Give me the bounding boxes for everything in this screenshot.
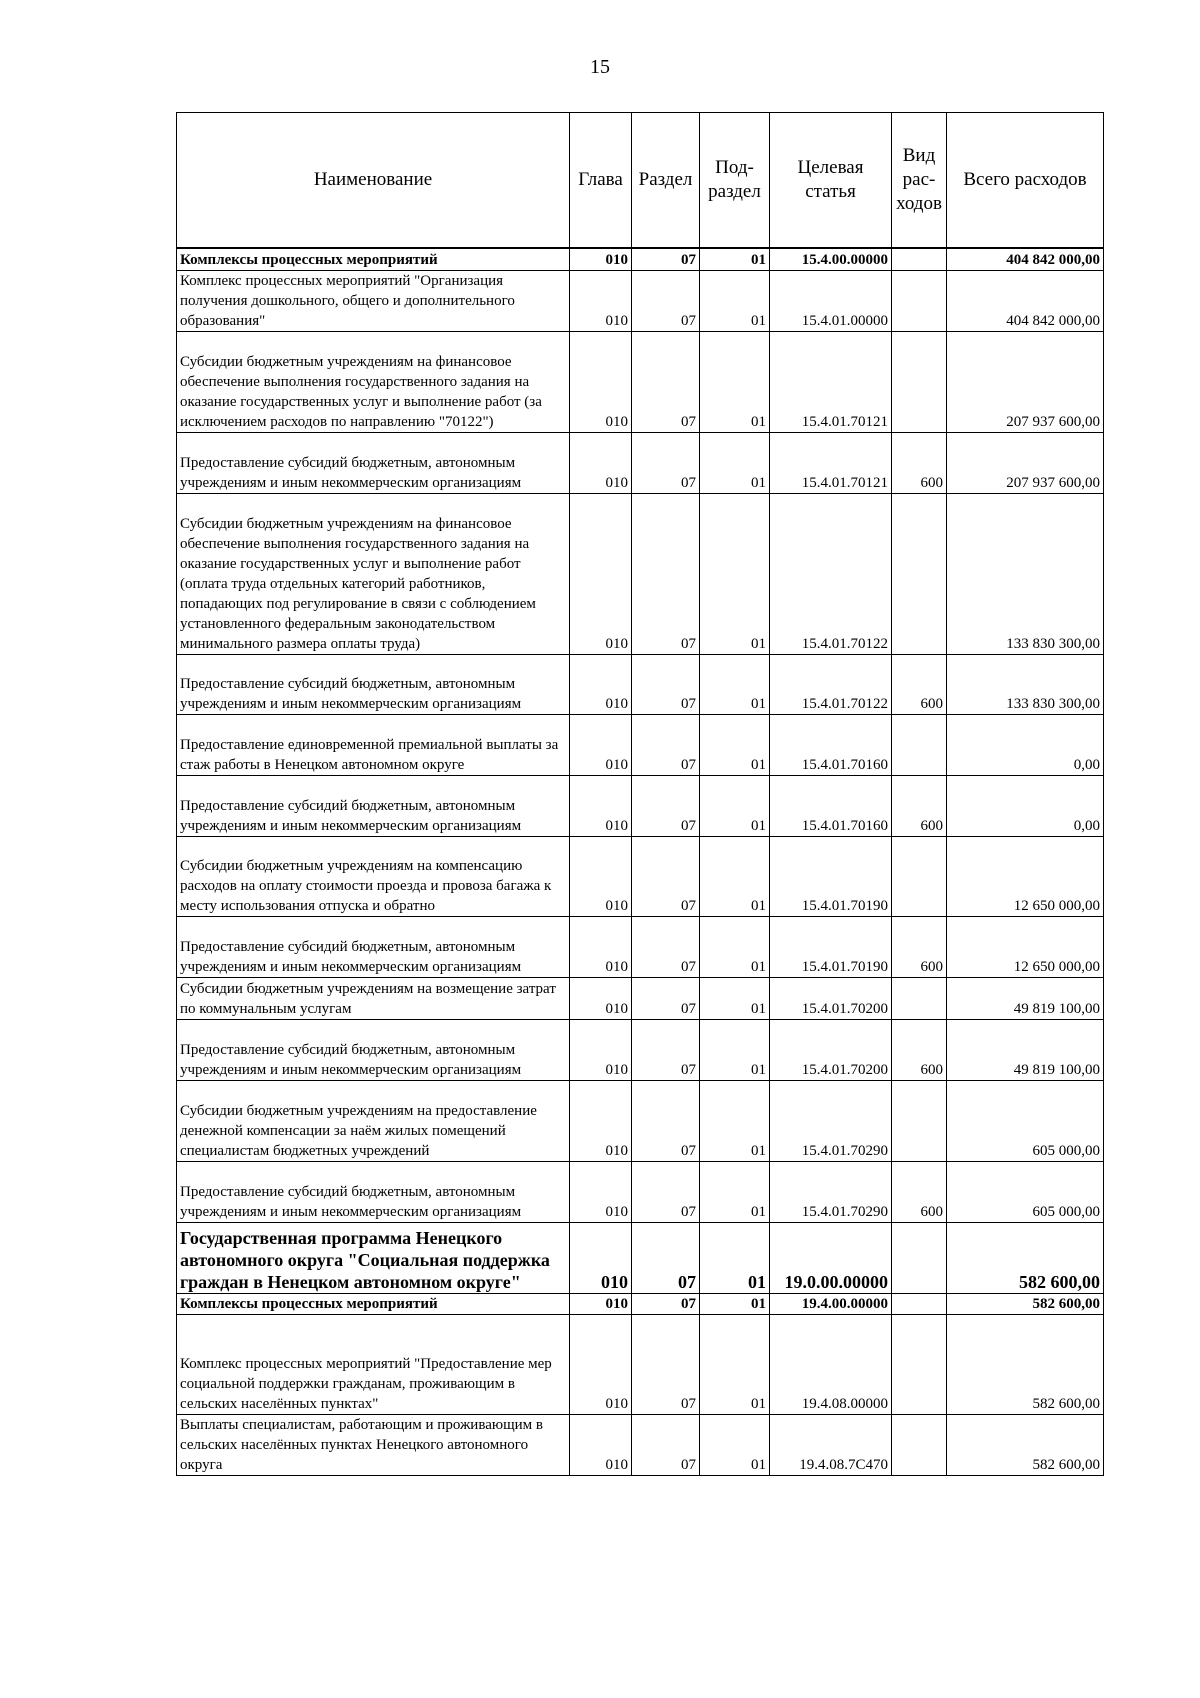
table-row	[177, 1222, 1104, 1293]
row-razdel: 07	[632, 977, 700, 1019]
row-razdel: 07	[632, 331, 700, 432]
row-razdel: 07	[632, 1161, 700, 1222]
row-amount: 605 000,00	[947, 1161, 1104, 1222]
row-amount: 404 842 000,00	[947, 248, 1104, 270]
row-kind	[892, 1414, 947, 1475]
row-razdel: 07	[632, 1293, 700, 1314]
row-target: 15.4.01.70122	[770, 493, 892, 654]
table-row	[177, 432, 1104, 493]
row-razdel: 07	[632, 916, 700, 977]
table-row	[177, 977, 1104, 1019]
row-podrazdel: 01	[700, 1080, 770, 1161]
row-name: Предоставление субсидий бюджетным, автономным учреждениям и иным некоммерческим организациям	[177, 654, 570, 714]
row-target: 15.4.00.00000	[770, 248, 892, 270]
row-kind: 600	[892, 654, 947, 714]
row-kind	[892, 1293, 947, 1314]
row-glava: 010	[570, 1414, 632, 1475]
row-kind	[892, 1080, 947, 1161]
row-razdel: 07	[632, 1414, 700, 1475]
table-row	[177, 1314, 1104, 1414]
row-name: Субсидии бюджетным учреждениям на предоставление денежной компенсации за наём жилых помещений специалистам бюджетных учреждений	[177, 1080, 570, 1161]
row-glava: 010	[570, 1293, 632, 1314]
row-target: 15.4.01.70160	[770, 714, 892, 775]
row-target: 15.4.01.70200	[770, 1019, 892, 1080]
row-name: Предоставление субсидий бюджетным, автономным учреждениям и иным некоммерческим организациям	[177, 1161, 570, 1222]
row-target: 19.4.08.00000	[770, 1314, 892, 1414]
row-kind: 600	[892, 1019, 947, 1080]
row-name: Государственная программа Ненецкого автономного округа "Социальная поддержка граждан в Ненецком автономном округе"	[177, 1222, 570, 1293]
row-glava: 010	[570, 916, 632, 977]
table-row	[177, 248, 1104, 270]
row-razdel: 07	[632, 432, 700, 493]
row-amount: 605 000,00	[947, 1080, 1104, 1161]
row-kind	[892, 270, 947, 331]
table-row	[177, 1414, 1104, 1475]
row-amount: 207 937 600,00	[947, 331, 1104, 432]
header-razdel: Раздел	[632, 113, 700, 249]
row-kind	[892, 331, 947, 432]
row-kind	[892, 493, 947, 654]
row-target: 15.4.01.70200	[770, 977, 892, 1019]
row-razdel: 07	[632, 836, 700, 916]
row-kind: 600	[892, 432, 947, 493]
table-row	[177, 1161, 1104, 1222]
row-razdel: 07	[632, 775, 700, 836]
table-row	[177, 270, 1104, 331]
row-razdel: 07	[632, 493, 700, 654]
table-row	[177, 916, 1104, 977]
row-razdel: 07	[632, 270, 700, 331]
row-podrazdel: 01	[700, 836, 770, 916]
row-kind: 600	[892, 916, 947, 977]
header-kind: Вид рас- ходов	[892, 113, 947, 249]
row-kind	[892, 1314, 947, 1414]
row-podrazdel: 01	[700, 493, 770, 654]
header-total: Всего расходов	[947, 113, 1104, 249]
row-podrazdel: 01	[700, 775, 770, 836]
row-podrazdel: 01	[700, 331, 770, 432]
row-razdel: 07	[632, 714, 700, 775]
row-name: Субсидии бюджетным учреждениям на компенсацию расходов на оплату стоимости проезда и провоза багажа к месту использования отпуска и обратно	[177, 836, 570, 916]
row-target: 19.4.08.7С470	[770, 1414, 892, 1475]
row-target: 15.4.01.70122	[770, 654, 892, 714]
table-row	[177, 1293, 1104, 1314]
row-podrazdel: 01	[700, 1293, 770, 1314]
row-podrazdel: 01	[700, 1314, 770, 1414]
row-name: Предоставление субсидий бюджетным, автономным учреждениям и иным некоммерческим организациям	[177, 775, 570, 836]
row-amount: 0,00	[947, 775, 1104, 836]
row-kind: 600	[892, 775, 947, 836]
row-name: Комплекс процессных мероприятий "Предоставление мер социальной поддержки гражданам, проживающим в сельских населённых пунктах"	[177, 1314, 570, 1414]
row-amount: 12 650 000,00	[947, 916, 1104, 977]
row-razdel: 07	[632, 1314, 700, 1414]
row-target: 15.4.01.70160	[770, 775, 892, 836]
row-target: 15.4.01.70121	[770, 432, 892, 493]
row-glava: 010	[570, 493, 632, 654]
row-razdel: 07	[632, 1080, 700, 1161]
row-glava: 010	[570, 432, 632, 493]
row-name: Предоставление субсидий бюджетным, автономным учреждениям и иным некоммерческим организациям	[177, 432, 570, 493]
row-target: 19.4.00.00000	[770, 1293, 892, 1314]
row-name: Предоставление субсидий бюджетным, автономным учреждениям и иным некоммерческим организациям	[177, 1019, 570, 1080]
row-amount: 133 830 300,00	[947, 493, 1104, 654]
header-target: Целевая статья	[770, 113, 892, 249]
row-glava: 010	[570, 270, 632, 331]
row-podrazdel: 01	[700, 1222, 770, 1293]
row-target: 19.0.00.00000	[770, 1222, 892, 1293]
row-glava: 010	[570, 775, 632, 836]
row-amount: 404 842 000,00	[947, 270, 1104, 331]
header-podrazdel: Под- раздел	[700, 113, 770, 249]
row-amount: 12 650 000,00	[947, 836, 1104, 916]
row-target: 15.4.01.70121	[770, 331, 892, 432]
row-glava: 010	[570, 331, 632, 432]
row-glava: 010	[570, 714, 632, 775]
row-podrazdel: 01	[700, 1161, 770, 1222]
table-row	[177, 836, 1104, 916]
table-header-row	[177, 113, 1104, 249]
row-name: Комплексы процессных мероприятий	[177, 1293, 570, 1314]
row-razdel: 07	[632, 654, 700, 714]
row-kind	[892, 977, 947, 1019]
row-amount: 582 600,00	[947, 1222, 1104, 1293]
row-glava: 010	[570, 654, 632, 714]
row-razdel: 07	[632, 248, 700, 270]
row-amount: 133 830 300,00	[947, 654, 1104, 714]
row-target: 15.4.01.00000	[770, 270, 892, 331]
row-glava: 010	[570, 1314, 632, 1414]
row-glava: 010	[570, 1080, 632, 1161]
table-row	[177, 1080, 1104, 1161]
header-glava: Глава	[570, 113, 632, 249]
row-glava: 010	[570, 248, 632, 270]
table-row	[177, 714, 1104, 775]
row-name: Комплекс процессных мероприятий "Организация получения дошкольного, общего и дополнительного образования"	[177, 270, 570, 331]
table-row	[177, 654, 1104, 714]
row-glava: 010	[570, 1222, 632, 1293]
row-podrazdel: 01	[700, 714, 770, 775]
table-row	[177, 331, 1104, 432]
budget-table	[176, 112, 1104, 1476]
row-target: 15.4.01.70190	[770, 916, 892, 977]
row-podrazdel: 01	[700, 1414, 770, 1475]
row-podrazdel: 01	[700, 1019, 770, 1080]
row-target: 15.4.01.70190	[770, 836, 892, 916]
row-amount: 582 600,00	[947, 1293, 1104, 1314]
row-target: 15.4.01.70290	[770, 1080, 892, 1161]
row-name: Субсидии бюджетным учреждениям на возмещение затрат по коммунальным услугам	[177, 977, 570, 1019]
row-amount: 49 819 100,00	[947, 977, 1104, 1019]
row-name: Субсидии бюджетным учреждениям на финансовое обеспечение выполнения государственного задания на оказание государственных услуг и выполнение работ (за исключением расходов по направлению "70122")	[177, 331, 570, 432]
row-name: Предоставление субсидий бюджетным, автономным учреждениям и иным некоммерческим организациям	[177, 916, 570, 977]
row-podrazdel: 01	[700, 916, 770, 977]
row-razdel: 07	[632, 1222, 700, 1293]
row-kind: 600	[892, 1161, 947, 1222]
table-row	[177, 1019, 1104, 1080]
page-number: 15	[590, 56, 610, 78]
row-kind	[892, 714, 947, 775]
row-glava: 010	[570, 836, 632, 916]
table-body	[177, 248, 1104, 1475]
row-kind	[892, 836, 947, 916]
row-kind	[892, 248, 947, 270]
row-podrazdel: 01	[700, 432, 770, 493]
row-kind	[892, 1222, 947, 1293]
row-podrazdel: 01	[700, 270, 770, 331]
row-target: 15.4.01.70290	[770, 1161, 892, 1222]
row-name: Комплексы процессных мероприятий	[177, 248, 570, 270]
header-name: Наименование	[177, 113, 570, 249]
table-row	[177, 775, 1104, 836]
row-amount: 582 600,00	[947, 1314, 1104, 1414]
row-razdel: 07	[632, 1019, 700, 1080]
row-amount: 49 819 100,00	[947, 1019, 1104, 1080]
row-podrazdel: 01	[700, 654, 770, 714]
row-name: Субсидии бюджетным учреждениям на финансовое обеспечение выполнения государственного задания на оказание государственных услуг и выполнение работ (оплата труда отдельных категорий работников, попадающих под регулирование в связи с соблюдением установленного федеральным законодательством минимального размера оплаты труда)	[177, 493, 570, 654]
row-name: Выплаты специалистам, работающим и проживающим в сельских населённых пунктах Ненецкого автономного округа	[177, 1414, 570, 1475]
row-amount: 207 937 600,00	[947, 432, 1104, 493]
row-glava: 010	[570, 977, 632, 1019]
row-name: Предоставление единовременной премиальной выплаты за стаж работы в Ненецком автономном округе	[177, 714, 570, 775]
row-amount: 582 600,00	[947, 1414, 1104, 1475]
row-glava: 010	[570, 1019, 632, 1080]
row-glava: 010	[570, 1161, 632, 1222]
row-amount: 0,00	[947, 714, 1104, 775]
table-row	[177, 493, 1104, 654]
row-podrazdel: 01	[700, 977, 770, 1019]
row-podrazdel: 01	[700, 248, 770, 270]
